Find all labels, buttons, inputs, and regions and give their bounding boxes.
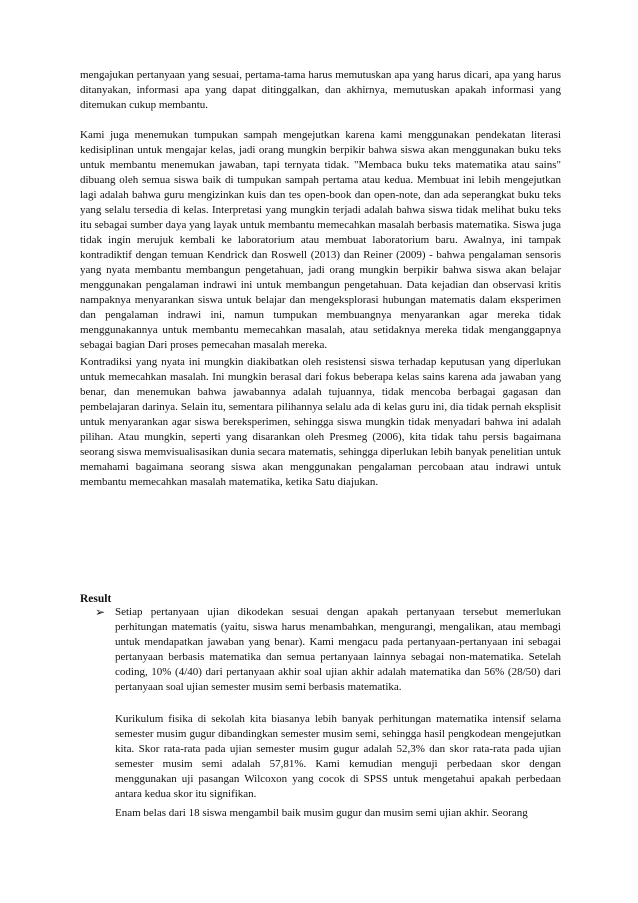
paragraph-2: Kami juga menemukan tumpukan sampah mengejutkan karena kami menggunakan pendekatan literasi kedisiplinan untuk mengajar kelas, jadi orang mungkin berpikir bahwa siswa akan menggunakan buku teks untuk membantu menemukan jawaban, tapi ternyata tidak. "Membaca buku teks matematika atau sains" dibuang oleh semua siswa baik di tumpukan sampah pertama atau kedua. Membuat ini lebih mengejutkan lagi adalah bahwa guru mengizinkan kuis dan tes open-book dan open-note, dan ada seperangkat buku teks yang selalu tersedia di kelas. Interpretasi yang mungkin terjadi adalah bahwa siswa tidak melihat buku teks itu sebagai sumber daya yang layak untuk membantu memecahkan masalah berbasis matematika. Siswa juga tidak ingin merujuk kembali ke laboratorium atau membuat laboratorium baru. Awalnya, ini tampak kontradiktif dengan temuan Kendrick dan Roswell (2013) dan Reiner (2009) - bahwa pengalaman sensoris yang nyata membantu membangun pengetahuan, jadi orang mungkin berpikir bahwa siswa akan belajar menggunakan pengalaman indrawi ini untuk membangun pengetahuan. Data kejadian dan observasi kritis nampaknya menyarankan siswa untuk belajar dan mengeksplorasi hubungan matematis dalam eksperimen dan pengalaman indrawi ini, namun tumpukan membuangnya menyarankan agar mereka tidak menggunakannya untuk membantu memecahkan masalah, atau setidaknya mereka tidak menganggapnya sebagai bagian Dari proses pemecahan masalah mereka.	[80, 129, 561, 351]
result-heading: Result	[80, 593, 112, 605]
result-paragraph-2: Kurikulum fisika di sekolah kita biasanya lebih banyak perhitungan matematika intensif selama semester musim gugur dibandingkan semester musim semi, sehingga hasil pengkodean mengejutkan kita. Skor rata-rata pada ujian semester musim gugur adalah 52,3% dan skor rata-rata pada ujian semester musim semi adalah 57,81%. Kami kemudian menguji perbedaan skor dengan menggunakan uji pasangan Wilcoxon yang cocok di SPSS untuk mengetahui apakah perbedaan antara kedua skor itu signifikan.	[115, 713, 561, 800]
paragraph-1: mengajukan pertanyaan yang sesuai, pertama-tama harus memutuskan apa yang harus dicari, apa yang harus ditanyakan, informasi apa yang dapat ditinggalkan, dan akhirnya, memutuskan apakah informasi yang ditemukan cukup membantu.	[80, 69, 561, 111]
result-paragraph-3: Enam belas dari 18 siswa mengambil baik musim gugur dan musim semi ujian akhir. Seorang	[115, 807, 528, 819]
result-paragraph-1: Setiap pertanyaan ujian dikodekan sesuai dengan apakah pertanyaan tersebut memerlukan perhitungan matematis (yaitu, siswa harus menambahkan, mengurangi, mengalikan, atau membagi untuk mendapatkan jawaban yang benar). Kami mengacu pada pertanyaan-pertanyaan ini sebagai pertanyaan berbasis matematika dan semua pertanyaan lainnya sebagai non-matematika. Setelah coding, 10% (4/40) dari pertanyaan akhir soal ujian akhir adalah matematika dan 56% (28/50) dari pertanyaan soal ujian semester musim semi berbasis matematika.	[115, 606, 561, 693]
paragraph-3: Kontradiksi yang nyata ini mungkin diakibatkan oleh resistensi siswa terhadap keputusan yang diperlukan untuk memecahkan masalah. Ini mungkin berasal dari fokus beberapa kelas sains karena ada jawaban yang benar, dan menemukan bahwa jawabannya adalah tujuannya, tidak mencoba berbagai gagasan dan pembelajaran darinya. Selain itu, sementara pilihannya selalu ada di kelas guru ini, dia tidak pernah eksplisit untuk menyarankan agar siswa bereksperimen, sehingga siswa mungkin tidak menyadari bahwa ini adalah pilihan. Atau mungkin, seperti yang disarankan oleh Presmeg (2006), kita tidak tahu persis bagaimana seorang siswa memvisualisasikan dunia secara matematis, sehingga diperlukan lebih banyak penelitian untuk memahami bagaimana seorang siswa akan menggunakan pengalaman percobaan atau indrawi untuk membantu memecahkan masalah matematika, ketika Satu diajukan.	[80, 356, 561, 488]
arrow-bullet-icon: ➢	[95, 605, 106, 619]
